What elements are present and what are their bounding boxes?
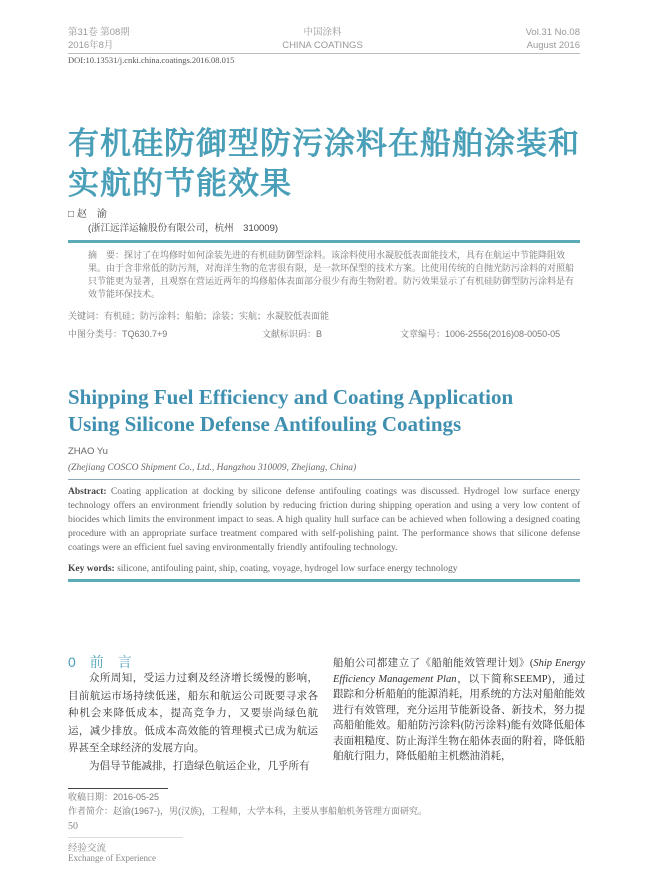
footnote-rule: [68, 788, 168, 789]
title-line: Using Silicone Defense Antifouling Coatings: [68, 412, 462, 436]
section-rule: [68, 240, 580, 243]
title-cn: [68, 124, 588, 204]
english-term: Ship Energy Efficiency Management Plan: [333, 658, 585, 685]
clc-number: 中图分类号：TQ630.7+9: [68, 329, 168, 339]
footer-rule: [68, 837, 183, 838]
title-line: 有机硅防御型防污涂料在船舶涂装和: [68, 126, 580, 161]
header-rule: [68, 53, 580, 54]
document-code: 文献标识码：B: [262, 329, 323, 339]
received-date: 收稿日期：2016-05-25: [68, 792, 160, 802]
section-rule: [68, 579, 580, 582]
journal-name: [250, 26, 395, 52]
affiliation-cn: (浙江远洋运输股份有限公司，杭州 310009): [88, 223, 279, 234]
issue-date-en: August 2016: [526, 40, 580, 51]
section-heading: 0 前 言: [68, 654, 132, 670]
abstract-label: 摘 要：: [88, 250, 125, 260]
issue-number: 第31卷 第08期: [68, 27, 130, 38]
doi: DOI:10.13531/j.cnki.china.coatings.2016.08.015: [68, 55, 235, 65]
abstract-en: [68, 485, 580, 555]
author-en: ZHAO Yu: [68, 446, 108, 457]
journal-name-cn: 中国涂料: [303, 27, 342, 38]
paragraph: 众所周知，受运力过剩及经济增长缓慢的影响，目前航运市场持续低迷，船东和航运公司既要寻求各种机会来降低成本，提高竞争力，又要崇尚绿色航运，减少排放。低成本高效能的管理模式已成为航运界甚至全球经济的发展方向。: [68, 673, 318, 754]
title-line: 实航的节能效果: [68, 166, 292, 201]
author-cn: □ 赵 渝: [68, 209, 107, 220]
volume-info: [450, 26, 580, 52]
abstract-text: 探讨了在坞修时如何涂装先进的有机硅防御型涂料。该涂料使用水凝胶低表面能技术，具有在航运中节能降阻效果。由于含非常低的防污剂，对海洋生物的危害很有限，是一款环保型的技术方案。比使用传统的自抛光防污涂料的对照船只节能更为显著，且观察在营运近两年的坞修船体表面部分很少有海生物附着。防污效果显示了有机硅防御型防污涂料是有效节能环保技术。: [88, 250, 575, 299]
page-number: 50: [68, 821, 78, 832]
keywords-cn: 关键词：有机硅；防污涂料；船舶；涂装；实航；水凝胶低表面能: [68, 311, 330, 321]
title-en: [68, 384, 588, 438]
keywords-en: [68, 562, 580, 576]
affiliation-en: (Zhejiang COSCO Shipment Co., Ltd., Hangzhou 310009, Zhejiang, China): [68, 463, 357, 473]
abstract-rule: [68, 479, 580, 480]
column-name-en: Exchange of Experience: [68, 853, 156, 863]
abstract-label: Abstract:: [68, 487, 107, 497]
body-column-right: [333, 656, 585, 765]
author-bio: 作者简介：赵渝(1967-)，男(汉族)，工程师，大学本科，主要从事船舶机务管理方面研究。: [68, 806, 428, 816]
paragraph: 为倡导节能减排，打造绿色航运企业，几乎所有: [89, 760, 310, 772]
abstract-cn: [88, 249, 580, 301]
volume: Vol.31 No.08: [525, 27, 580, 38]
title-line: Shipping Fuel Efficiency and Coating Application: [68, 385, 514, 409]
issue-info: [68, 26, 130, 52]
issue-date-cn: 2016年8月: [68, 40, 114, 51]
keywords-label: Key words:: [68, 564, 115, 574]
abstract-text: Coating application at docking by silicone defense antifouling coatings was discussed. Hydrogel low surface energy technology offers an environment friendly solution by reducing friction during shipping operation and using a very low content of biocides which limits the environment impact to seas. A high quality hull surface can be achieved when following a designed coating procedure with an appropriate surface treatment compared with self-polishing paint. The performance shows that silicone defense coatings were an efficient fuel saving environmentally friendly antifouling technology.: [68, 487, 581, 553]
article-number: 文章编号：1006-2556(2016)08-0050-05: [400, 329, 561, 339]
column-name-cn: 经验交流: [68, 844, 107, 854]
keywords-text: silicone, antifouling paint, ship, coating, voyage, hydrogel low surface energy technology: [117, 564, 458, 574]
body-column-left: [68, 670, 318, 775]
text: ，以下简称SEEMP)，通过跟踪和分析船舶的能源消耗，用系统的方法对船舶能效进行有效管理，充分运用节能新设备、新技术，努力提高船舶能效。船舶防污涂料(防污涂料)能有效降低船体表面粗糙度、防止海洋生物在船体表面的附着，降低船舶航行阻力，降低船舶主机燃油消耗，: [333, 673, 586, 762]
journal-name-en: CHINA COATINGS: [282, 40, 363, 51]
text: 船舶公司都建立了《船舶能效管理计划》(: [333, 658, 534, 669]
